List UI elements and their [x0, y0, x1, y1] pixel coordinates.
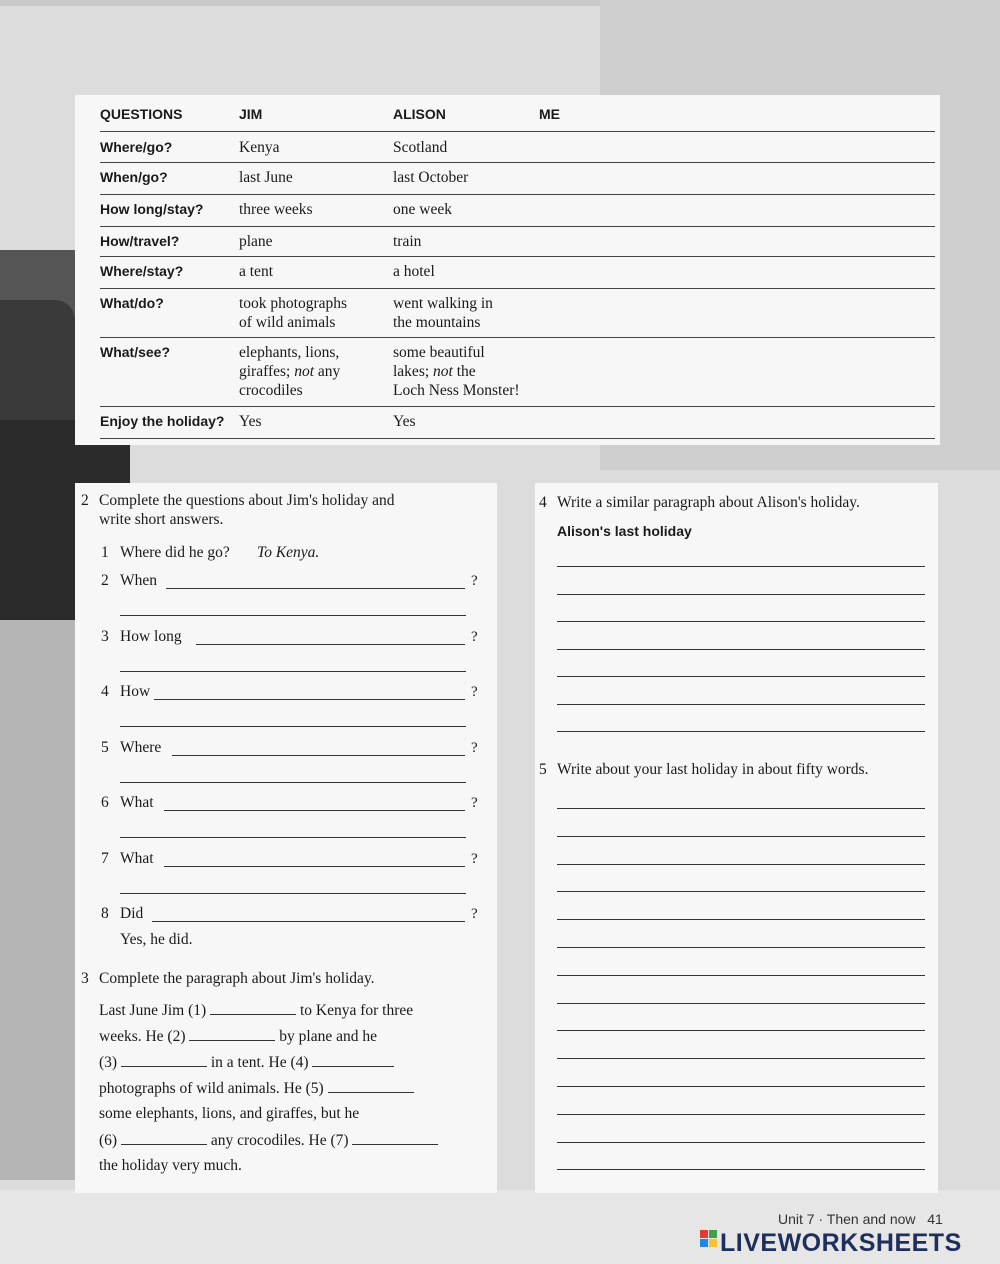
ex5-writing-line[interactable]: [557, 919, 925, 920]
jim-answer-line: elephants, lions,: [239, 344, 340, 361]
ex4-writing-line[interactable]: [557, 621, 925, 622]
ex3-blank-3[interactable]: [121, 1052, 207, 1067]
ex3-line2: weeks. He (2) by plane and he: [99, 1028, 377, 1045]
ex2-item-number: 7: [101, 850, 109, 867]
alison-answer-cell: [393, 412, 416, 431]
jim-answer-cell: [239, 343, 340, 400]
ex2-item-number: 6: [101, 794, 109, 811]
ex5-writing-line[interactable]: [557, 1114, 925, 1115]
ex5-writing-line[interactable]: [557, 1169, 925, 1170]
me-answer-input[interactable]: [539, 138, 929, 156]
ex2-answer-blank[interactable]: [120, 782, 466, 783]
ex4-writing-line[interactable]: [557, 649, 925, 650]
ex3-blank-1[interactable]: [210, 1000, 296, 1015]
ex2-answer-blank[interactable]: [120, 893, 466, 894]
ex4-instruction: Write a similar paragraph about Alison's holiday.: [557, 494, 860, 511]
liveworksheets-logo-icon: [700, 1230, 718, 1254]
ex3-blank-7[interactable]: [352, 1130, 438, 1145]
me-answer-input[interactable]: [539, 294, 929, 312]
jim-answer-line: a tent: [239, 263, 273, 280]
ex3-blank-4[interactable]: [312, 1052, 394, 1067]
ex2-item-question-word: How long: [120, 628, 182, 645]
logo-square-1: [700, 1230, 708, 1238]
table-row: [100, 194, 935, 227]
question-cell: How long/stay?: [100, 201, 204, 217]
ex4-subtitle: Alison's last holiday: [557, 523, 692, 539]
question-cell: How/travel?: [100, 233, 180, 249]
footer-separator: ·: [818, 1211, 824, 1227]
ex5-writing-line[interactable]: [557, 1030, 925, 1031]
liveworksheets-wordmark: LIVEWORKSHEETS: [720, 1229, 962, 1257]
ex2-answer-blank[interactable]: [120, 837, 466, 838]
ex2-answer-blank[interactable]: [120, 615, 466, 616]
jim-answer-line: giraffes; not any: [239, 363, 341, 380]
alison-answer-line: went walking in: [393, 295, 493, 312]
logo-square-4: [709, 1239, 717, 1247]
alison-answer-cell: [393, 262, 435, 281]
ex2-item-number: 2: [101, 572, 109, 589]
jim-answer-cell: [239, 200, 313, 219]
ex5-writing-line[interactable]: [557, 808, 925, 809]
ex3-line7: the holiday very much.: [99, 1157, 242, 1174]
jim-answer-line: Yes: [239, 413, 262, 430]
jim-answer-line: plane: [239, 233, 273, 250]
ex2-question-blank[interactable]: [152, 921, 465, 922]
footer-page-number: 41: [927, 1211, 943, 1227]
ex2-question-mark: ?: [471, 795, 478, 811]
exercise-panel-left: [75, 483, 497, 1193]
ex2-question-mark: ?: [471, 740, 478, 756]
jim-answer-line: took photographs: [239, 295, 348, 312]
ex2-item-question-word: What: [120, 850, 154, 867]
me-answer-input[interactable]: [539, 168, 929, 186]
ex2-question-blank[interactable]: [164, 810, 465, 811]
ex3-blank-2[interactable]: [189, 1026, 275, 1041]
alison-answer-line: last October: [393, 169, 469, 186]
ex5-writing-line[interactable]: [557, 891, 925, 892]
jim-answer-line: crocodiles: [239, 382, 303, 399]
ex5-writing-line[interactable]: [557, 1086, 925, 1087]
header-me: ME: [539, 106, 560, 122]
ex5-writing-line[interactable]: [557, 1142, 925, 1143]
alison-answer-line: one week: [393, 201, 452, 218]
alison-answer-line: the mountains: [393, 314, 481, 331]
ex2-question-blank[interactable]: [172, 755, 465, 756]
ex2-item-question-word: How: [120, 683, 151, 700]
ex3-blank-6[interactable]: [121, 1130, 207, 1145]
footer-title: Then and now: [826, 1211, 916, 1227]
ex3-number: 3: [81, 970, 89, 987]
ex4-writing-line[interactable]: [557, 731, 925, 732]
table-row: [100, 132, 935, 163]
ex5-writing-line[interactable]: [557, 1003, 925, 1004]
ex2-question-blank[interactable]: [154, 699, 465, 700]
alison-answer-cell: [393, 200, 452, 219]
me-answer-input[interactable]: [539, 262, 929, 280]
ex3-instruction: Complete the paragraph about Jim's holiday.: [99, 970, 375, 987]
question-cell: What/do?: [100, 295, 164, 311]
ex2-question-blank[interactable]: [164, 866, 465, 867]
table-row: [100, 226, 935, 257]
ex3-line6: (6) any crocodiles. He (7): [99, 1130, 438, 1151]
ex2-answer-blank[interactable]: [120, 726, 466, 727]
table-row: [100, 256, 935, 289]
ex2-question-mark: ?: [471, 629, 478, 645]
table-row: [100, 288, 935, 338]
alison-answer-line: train: [393, 233, 422, 250]
question-cell: Where/stay?: [100, 263, 184, 279]
logo-square-3: [700, 1239, 708, 1247]
alison-answer-line: Yes: [393, 413, 416, 430]
ex4-writing-line[interactable]: [557, 704, 925, 705]
question-cell: Where/go?: [100, 139, 173, 155]
ex2-item1-number: 1: [101, 544, 109, 561]
ex3-line5: some elephants, lions, and giraffes, but he: [99, 1105, 360, 1122]
liveworksheets-logo: [700, 1229, 962, 1258]
ex3-line3: (3) in a tent. He (4): [99, 1052, 394, 1073]
ex2-answer-blank[interactable]: [120, 671, 466, 672]
jim-answer-line: last June: [239, 169, 293, 186]
ex4-writing-line[interactable]: [557, 594, 925, 595]
ex2-item-number: 4: [101, 683, 109, 700]
ex2-item1-answer: To Kenya.: [257, 544, 320, 561]
ex2-instruction-line1: Complete the questions about Jim's holiday and: [99, 492, 395, 509]
footer-unit: Unit 7: [778, 1211, 815, 1227]
ex4-number: 4: [539, 494, 547, 511]
alison-answer-cell: [393, 343, 520, 400]
jim-answer-cell: [239, 262, 273, 281]
alison-answer-line: Scotland: [393, 139, 448, 156]
ex4-writing-line[interactable]: [557, 676, 925, 677]
ex3-line1: Last June Jim (1) to Kenya for three: [99, 1002, 414, 1019]
ex2-item-question-word: Did: [120, 905, 144, 922]
ex3-blank-5[interactable]: [328, 1078, 414, 1093]
header-alison: ALISON: [393, 106, 446, 122]
ex4-writing-line[interactable]: [557, 566, 925, 567]
me-answer-input[interactable]: [539, 412, 929, 430]
alison-answer-line: lakes; not the: [393, 363, 476, 380]
jim-answer-line: three weeks: [239, 201, 313, 218]
ex2-item-number: 3: [101, 628, 109, 645]
me-answer-input[interactable]: [539, 232, 929, 250]
ex2-item-number: 8: [101, 905, 109, 922]
ex2-question-mark: ?: [471, 906, 478, 922]
ex5-writing-line[interactable]: [557, 975, 925, 976]
jim-answer-line: of wild animals: [239, 314, 336, 331]
page-footer: [778, 1211, 943, 1227]
question-cell: Enjoy the holiday?: [100, 413, 225, 429]
header-jim: JIM: [239, 106, 263, 122]
alison-answer-cell: [393, 138, 447, 157]
ex2-number: 2: [81, 492, 89, 509]
ex2-item-question-word: When: [120, 572, 158, 589]
me-answer-input[interactable]: [539, 200, 929, 218]
jim-answer-cell: [239, 232, 273, 251]
alison-answer-line: Loch Ness Monster!: [393, 382, 520, 399]
ex2-question-mark: ?: [471, 573, 478, 589]
ex5-writing-line[interactable]: [557, 947, 925, 948]
question-cell: What/see?: [100, 344, 171, 360]
me-answer-input[interactable]: [539, 343, 929, 361]
ex2-question-mark: ?: [471, 851, 478, 867]
jim-answer-cell: [239, 168, 293, 187]
table-row: [100, 337, 935, 407]
exercise-panel-right: [535, 483, 938, 1193]
ex2-item-number: 5: [101, 739, 109, 756]
holiday-table: [75, 95, 940, 445]
ex2-question-blank[interactable]: [166, 588, 465, 589]
jim-answer-cell: [239, 412, 262, 431]
header-questions: QUESTIONS: [100, 106, 183, 122]
table-header-row: [100, 101, 935, 132]
alison-answer-line: a hotel: [393, 263, 435, 280]
alison-answer-cell: [393, 294, 493, 332]
ex5-writing-line[interactable]: [557, 1058, 925, 1059]
alison-answer-line: some beautiful: [393, 344, 485, 361]
jim-answer-cell: [239, 294, 347, 332]
table-row: [100, 406, 935, 439]
ex2-item8-answer: Yes, he did.: [120, 931, 193, 948]
table-row: [100, 162, 935, 195]
ex3-line4: photographs of wild animals. He (5): [99, 1078, 414, 1099]
logo-square-2: [709, 1230, 717, 1238]
ex2-instruction-line2: write short answers.: [99, 511, 224, 528]
question-cell: When/go?: [100, 169, 168, 185]
jim-answer-cell: [239, 138, 279, 157]
ex2-item-question-word: Where: [120, 739, 162, 756]
ex2-question-blank[interactable]: [196, 644, 465, 645]
ex2-item-question-word: What: [120, 794, 154, 811]
jim-answer-line: Kenya: [239, 139, 280, 156]
ex5-number: 5: [539, 761, 547, 778]
alison-answer-cell: [393, 232, 421, 251]
ex5-writing-line[interactable]: [557, 836, 925, 837]
ex2-item1-question: Where did he go?: [120, 544, 230, 561]
ex2-question-mark: ?: [471, 684, 478, 700]
ex5-instruction: Write about your last holiday in about fifty words.: [557, 761, 869, 778]
ex5-writing-line[interactable]: [557, 864, 925, 865]
alison-answer-cell: [393, 168, 468, 187]
